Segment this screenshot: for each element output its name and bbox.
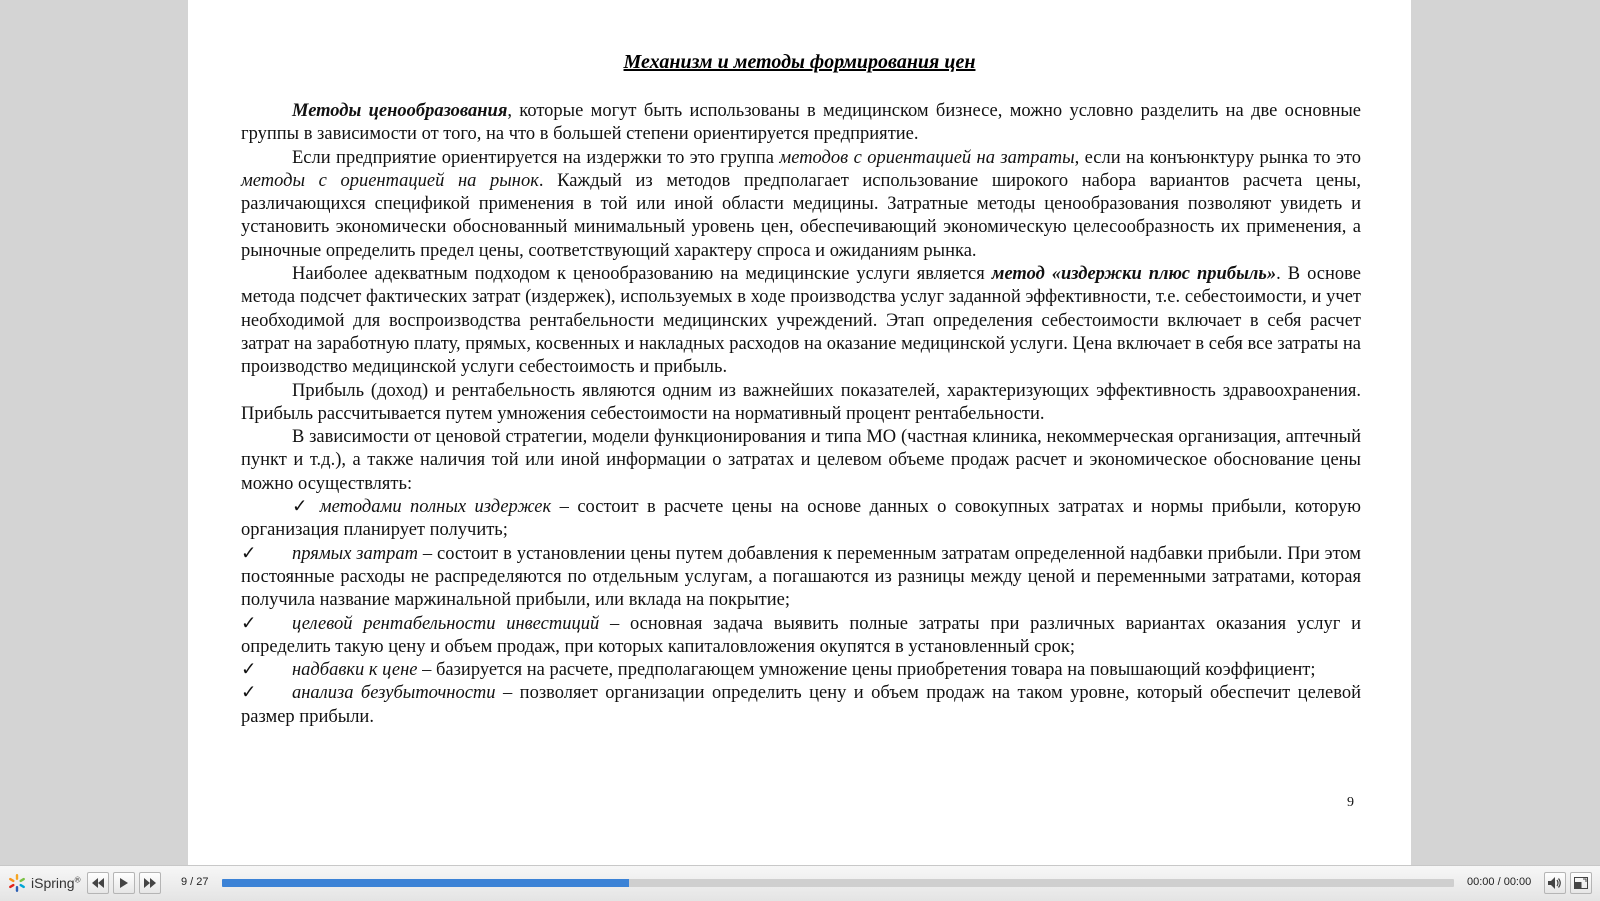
- italic-term: методов с ориентацией на затраты: [779, 147, 1075, 168]
- previous-icon: [92, 878, 104, 888]
- list-term: надбавки к цене: [292, 660, 418, 681]
- paragraph: [241, 426, 1361, 496]
- fullscreen-button[interactable]: [1570, 872, 1592, 894]
- progress-fill: [222, 879, 629, 887]
- progress-bar[interactable]: [222, 879, 1454, 887]
- list-term: целевой рентабельности инвестиций: [292, 613, 600, 634]
- paragraph-text: В зависимости от ценовой стратегии, модели функционирования и типа МО (частная клиника, некоммерческая организация, аптечный пункт и т.д.), а также наличия той или иной информации о затратах и целевом объеме продаж расчет и экономическое обоснование цены можно осуществлять:: [241, 427, 1361, 494]
- list-item: [241, 613, 1361, 660]
- list-text: – состоит в установлении цены путем добавления к переменным затратам определенной надбавки прибыли. При этом постоянные расходы не распределяются по отдельным услугам, а погашаются из разницы между ценой и переменными затратами, которая получила название маржинальной прибыли, или вклада на покрытие;: [241, 543, 1361, 611]
- page-number: 9: [1347, 795, 1354, 810]
- document-body: [241, 100, 1361, 729]
- play-button[interactable]: [113, 872, 135, 894]
- paragraph-text: . В основе метода подсчет фактических затрат (издержек), используемых в ходе производства услуг заданной эффективности, т.е. себестоимости, и учет необходимой для воспроизводства рентабельности медицинских учреждений. Этап определения себестоимости включает в себя расчет затрат на заработную плату, прямых, косвенных и накладных расходов на оказание медицинской услуги. Цена включает в себя все затраты на производство медицинской услуги себестоимость и прибыль.: [241, 264, 1362, 378]
- page-title: Механизм и методы формирования цен: [623, 51, 976, 73]
- next-slide-button[interactable]: [139, 872, 161, 894]
- list-term: прямых затрат: [292, 543, 418, 564]
- slide-page: [188, 0, 1411, 865]
- volume-button[interactable]: [1544, 872, 1566, 894]
- paragraph: [241, 263, 1361, 379]
- checkmark-icon: ✓: [241, 660, 257, 681]
- next-icon: [144, 878, 156, 888]
- ispring-logo: [7, 873, 81, 893]
- previous-slide-button[interactable]: [87, 872, 109, 894]
- time-display: 00:00 / 00:00: [1467, 876, 1532, 888]
- list-item: [241, 659, 1361, 682]
- paragraph-text: . Каждый из методов предполагает использование широкого набора вариантов расчета цены, различающихся спецификой применения в той или иной области медицины. Затратные методы ценообразования позволяют увидеть и установить экономически обоснованный минимальный уровень цен, обеспечивающий экономическую целесообразность их применения, а рыночные определить предел цены, соответствующий характеру спроса и ожиданиям рынка.: [241, 170, 1361, 261]
- paragraph-text: Наиболее адекватным подходом к ценообразованию на медицинские услуги является: [292, 264, 992, 285]
- paragraph: [241, 147, 1361, 263]
- paragraph-text: Прибыль (доход) и рентабельность являются одним из важнейших показателей, характеризующих эффективность здравоохранения. Прибыль рассчитывается путем умножения себестоимости на нормативный процент рентабельности.: [241, 380, 1361, 424]
- list-term: методами полных издержек: [319, 497, 552, 518]
- paragraph-text: , которые могут быть использованы в медицинском бизнесе, можно условно разделить на две основные группы в зависимости от того, на что в большей степени ориентируется предприятие.: [241, 101, 1361, 145]
- slide-counter: 9 / 27: [181, 876, 209, 888]
- volume-icon: [1548, 877, 1562, 889]
- checkmark-icon: ✓: [241, 683, 257, 704]
- paragraph: [241, 100, 1361, 147]
- list-term: анализа безубыточности: [292, 683, 496, 704]
- paragraph: [241, 380, 1361, 427]
- bold-italic-term: метод «издержки плюс прибыль»: [991, 264, 1277, 285]
- list-item: [241, 543, 1361, 613]
- checkmark-icon: ✓: [292, 497, 312, 518]
- checkmark-icon: ✓: [241, 613, 257, 634]
- checkmark-icon: ✓: [241, 543, 257, 564]
- ispring-logo-icon: [7, 873, 27, 893]
- list-text: – основная задача выявить полные затраты при различных вариантах оказания услуг и определить такую цену и объем продаж, при которых капиталовложения окупятся в установленный срок;: [241, 613, 1361, 657]
- list-item: [241, 496, 1361, 543]
- list-item: [241, 682, 1361, 729]
- paragraph-text: Если предприятие ориентируется на издержки то это группа: [292, 147, 780, 168]
- list-text: – базируется на расчете, предполагающем умножение цены приобретения товара на повышающий коэффициент;: [417, 660, 1316, 681]
- play-icon: [119, 878, 129, 888]
- paragraph-text: , если на конъюнктуру рынка то это: [1074, 147, 1361, 168]
- italic-term: методы с ориентацией на рынок: [241, 170, 539, 191]
- bold-term: Методы ценообразования: [292, 101, 508, 121]
- list-text: – состоит в расчете цены на основе данных о совокупных затратах и нормы прибыли, которую организация планирует получить;: [241, 497, 1361, 541]
- fullscreen-icon: [1574, 877, 1588, 889]
- logo-text: iSpring®: [31, 875, 81, 891]
- list-text: – позволяет организации определить цену и объем продаж на таком уровне, который обеспечит целевой размер прибыли.: [241, 683, 1361, 727]
- player-toolbar: [0, 865, 1600, 901]
